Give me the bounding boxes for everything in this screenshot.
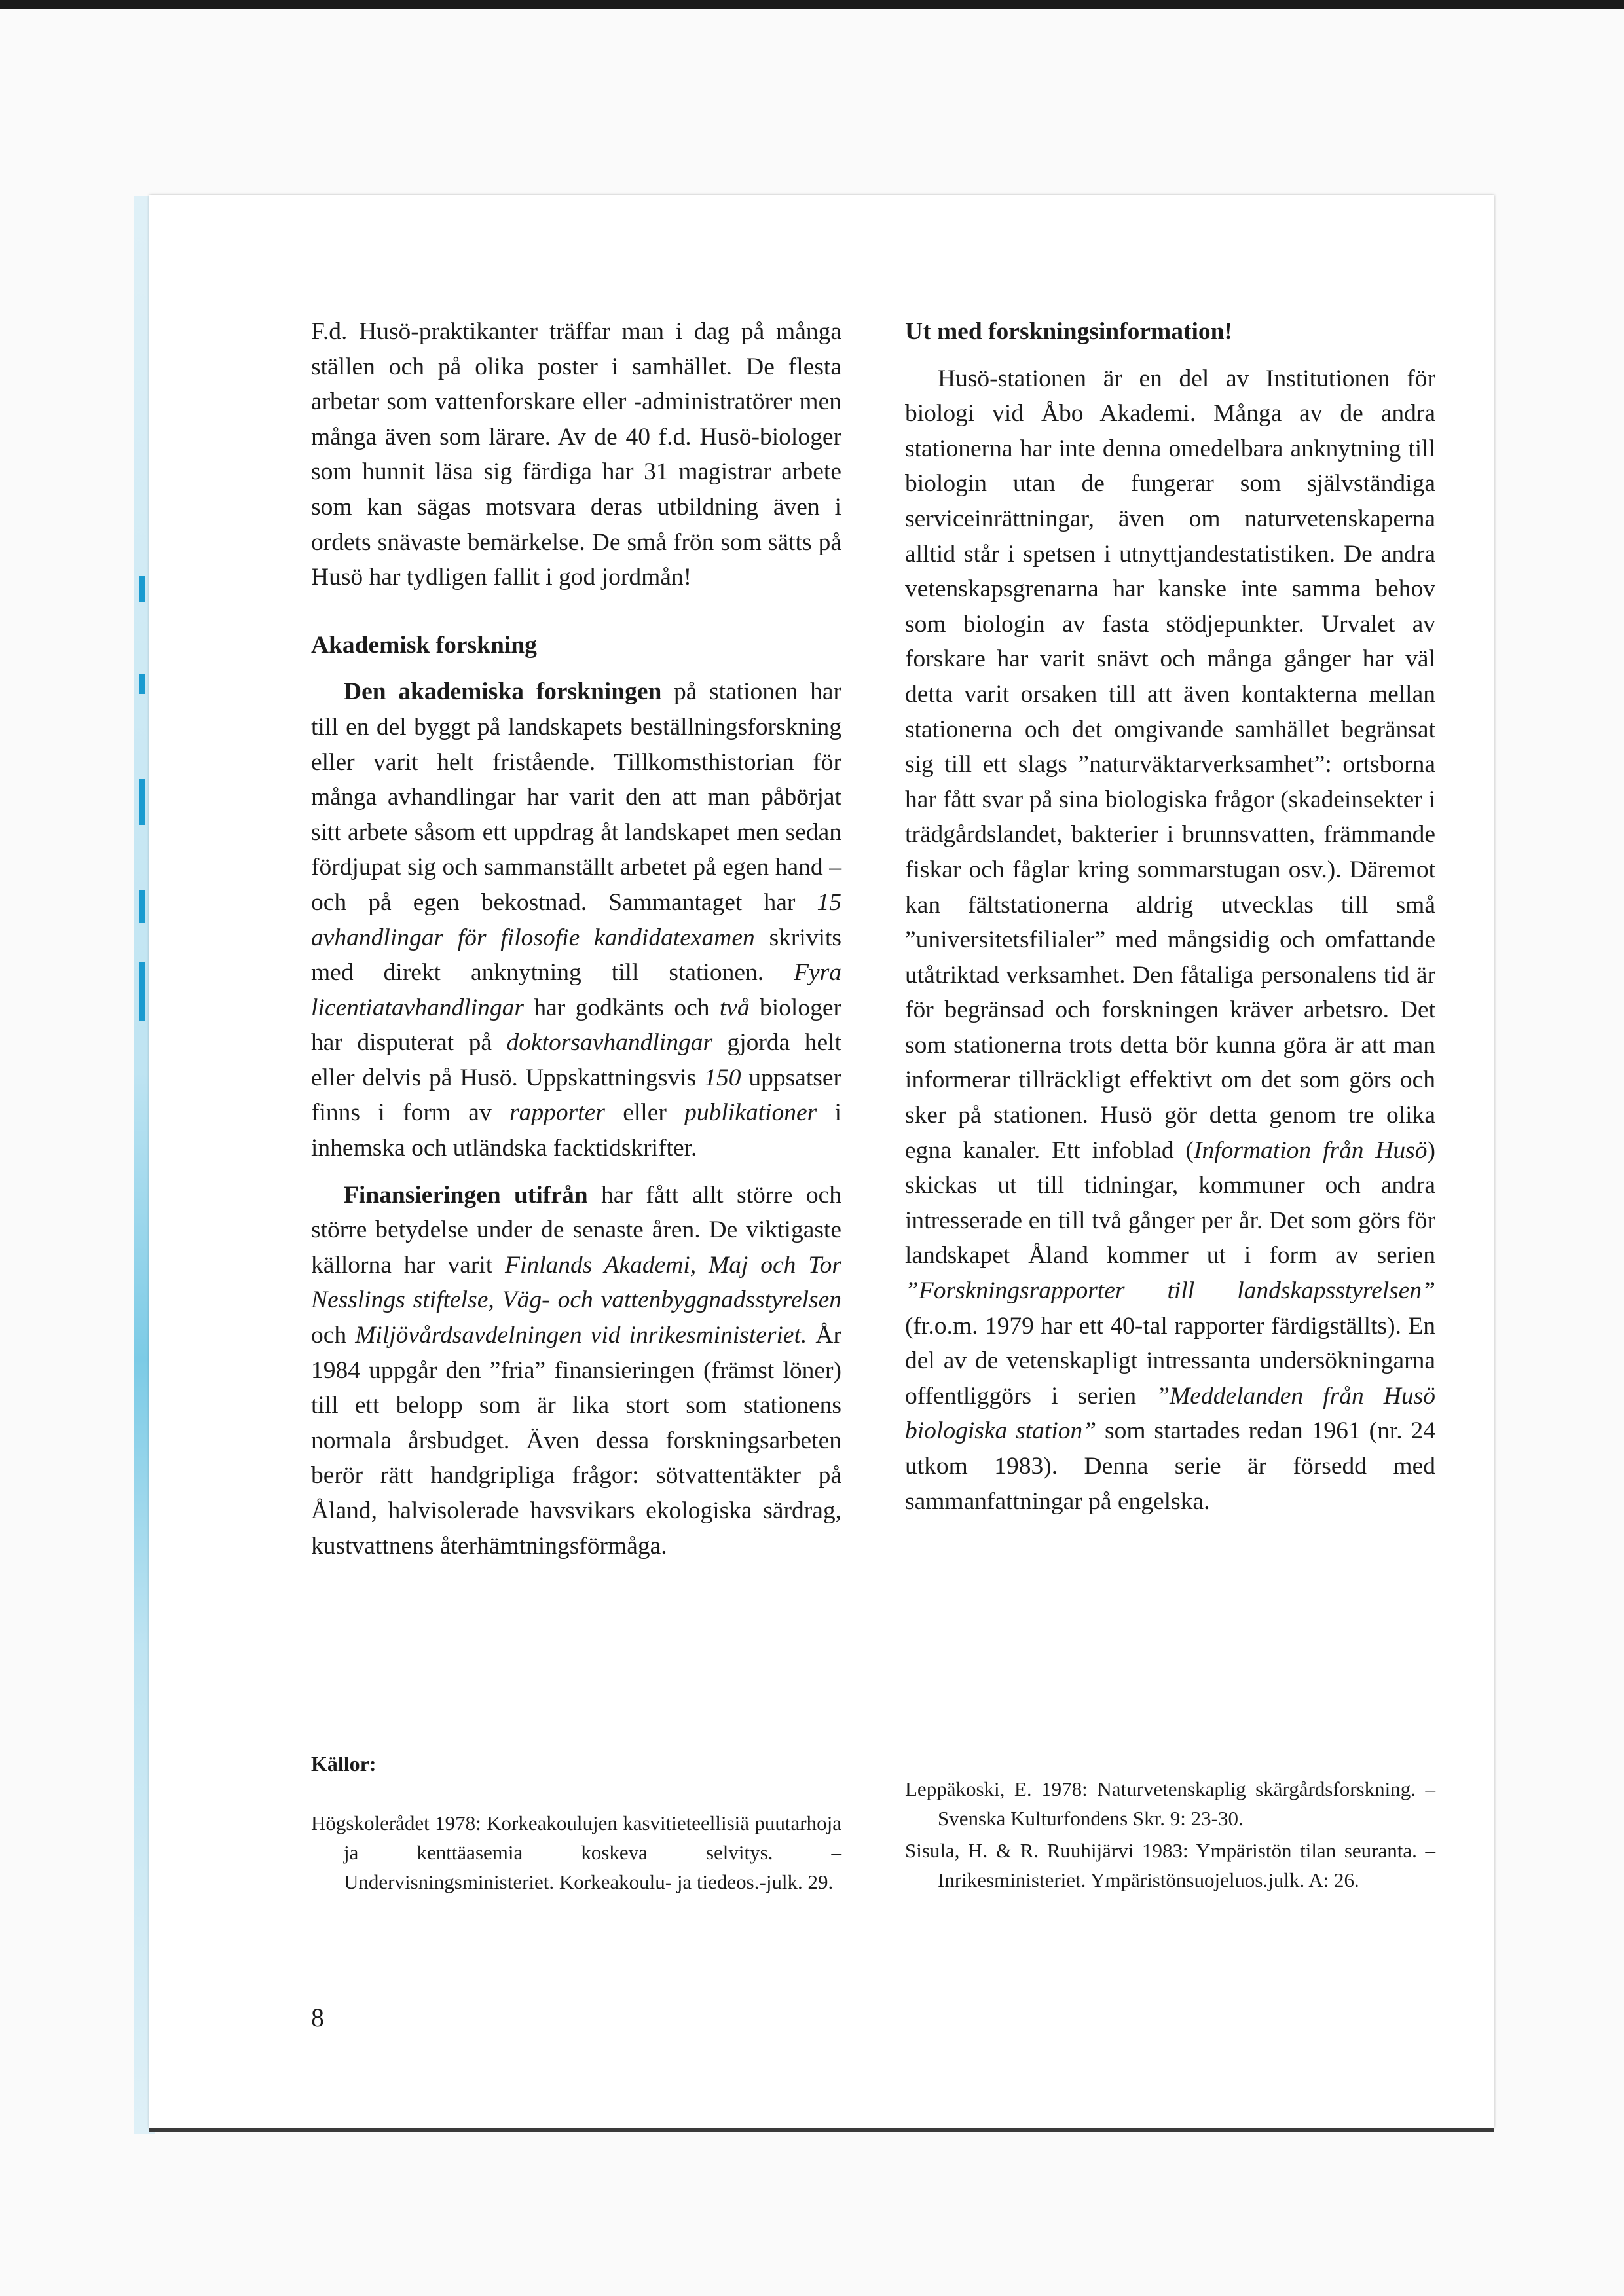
page-bottom-edge — [149, 2128, 1494, 2132]
reference-entry: Sisula, H. & R. Ruuhijärvi 1983: Ympäristön tilan seuranta. – Inrikesministeriet. Ympäristönsuojeluos.julk. A: 26. — [905, 1839, 1435, 1891]
reference-entry: Högskolerådet 1978: Korkeakoulujen kasvitieteellisiä puutarhoja ja kenttäasemia koskeva selvitys. – Undervisningsministeriet. Korkeakoulu- ja tiedeos.-julk. 29. — [311, 1812, 841, 1893]
cover-mark — [139, 962, 145, 1021]
right-column — [905, 314, 1435, 1519]
cover-mark — [139, 779, 145, 825]
sources-heading: Källor: — [311, 1752, 377, 1776]
page-number: 8 — [311, 2003, 324, 2032]
reference-entry: Leppäkoski, E. 1978: Naturvetenskaplig skärgårdsforskning. – Svenska Kulturfondens Skr. 9: 23-30. — [905, 1777, 1435, 1830]
left-column — [311, 314, 841, 1563]
cover-mark — [139, 576, 145, 602]
information-paragraph: Husö-stationen är en del av Institutionen för biologi vid Åbo Akademi. Många av de andra stationerna har inte denna omedelbara anknytning till biologin utan de fungerar som självständiga serviceinrättningar, även om naturvetenskaperna alltid står i spetsen i utnyttjandestatistiken. De andra vetenskapsgrenarna har kanske inte samma behov som biologin av fasta stödjepunkter. Urvalet av forskare har varit snävt och många gånger har väl detta varit orsaken till att även kontakterna mellan stationerna och det omgivande samhället begränsat sig till ett slags ”naturväktarverksamhet”: ortsborna har fått svar på sina biologiska frågor (skadeinsekter i trädgårdslandet, bakterier i brunnsvatten, främmande fiskar och fåglar kring sommarstugan osv.). Däremot kan fältstationerna aldrig utvecklas till små ”universitetsfilialer” med mångsidig och omfattande utåtriktad verksamhet. Den fåtaliga personalens tid är för begränsad och forskningen kräver arbetsro. Det som stationerna trots detta bör kunna göra är att man informerar tillräckligt effektivt om det som görs och sker på stationen. Husö gör detta genom tre olika egna kanaler. Ett infoblad (Information från Husö) skickas ut till tidningar, kommuner och andra intresserade en till två gånger per år. Det som görs för landskapet Åland kommer ut i form av serien ”Forskningsrapporter till landskapsstyrelsen” (fr.o.m. 1979 har ett 40-tal rapporter färdigställts). En del av de vetenskapligt intressanta undersökningarna offentliggörs i serien ”Meddelanden från Husö biologiska station” som startades redan 1961 (nr. 24 utkom 1983). Denna serie är försedd med sammanfattningar på engelska. — [905, 365, 1436, 1515]
intro-paragraph: F.d. Husö-praktikanter träffar man i dag på många ställen och på olika poster i samhället. De flesta arbetar som vattenforskare eller -administratörer men många även som lärare. Av de 40 f.d. Husö-biologer som hunnit läsa sig färdiga har 31 magistrar arbete som kan sägas motsvara deras utbildning även i ordets snävaste bemärkelse. De små frön som sätts på Husö har tydligen fallit i god jordmån! — [311, 318, 841, 591]
research-paragraph: Den akademiska forskningen på stationen har till en del byggt på landskapets beställningsforskning eller varit helt fristående. Tillkomsthistorian för många avhandlingar har varit den att man påbörjat sitt arbete såsom ett uppdrag åt landskapet men sedan fördjupat sig och sammanställt arbetet på egen hand – och på egen bekostnad. Sammantaget har 15 avhandlingar för filosofie kandidatexamen skrivits med direkt anknytning till stationen. Fyra licentiatavhandlingar har godkänts och två biologer har disputerat på doktorsavhandlingar gjorda helt eller delvis på Husö. Uppskattningsvis 150 uppsatser finns i form av rapporter eller publikationer i inhemska och utländska facktidskrifter. — [311, 678, 841, 1162]
cover-mark — [139, 890, 145, 923]
funding-paragraph: Finansieringen utifrån har fått allt större och större betydelse under de senaste åren. De viktigaste källorna har varit Finlands Akademi, Maj och Tor Nesslings stiftelse, Väg- och vattenbyggnadsstyrelsen och Miljövårdsavdelningen vid inrikesministeriet. År 1984 uppgår den ”fria” finansieringen (främst löner) till ett belopp som är lika stort som stationens normala årsbudget. Även dessa forskningsarbeten berör rätt handgripliga frågor: sötvattentäkter på Åland, halvisolerade havsvikars ekologiska särdrag, kustvattnens återhämtningsförmåga. — [311, 1181, 841, 1559]
scan-top-edge — [0, 0, 1624, 9]
section-heading-information: Ut med forskningsinformation! — [905, 318, 1233, 345]
bold-lead: Finansieringen utifrån — [344, 1181, 588, 1209]
section-heading-akademisk: Akademisk forskning — [311, 631, 537, 659]
cover-mark — [139, 674, 145, 694]
bold-lead: Den akademiska forskningen — [344, 678, 662, 706]
